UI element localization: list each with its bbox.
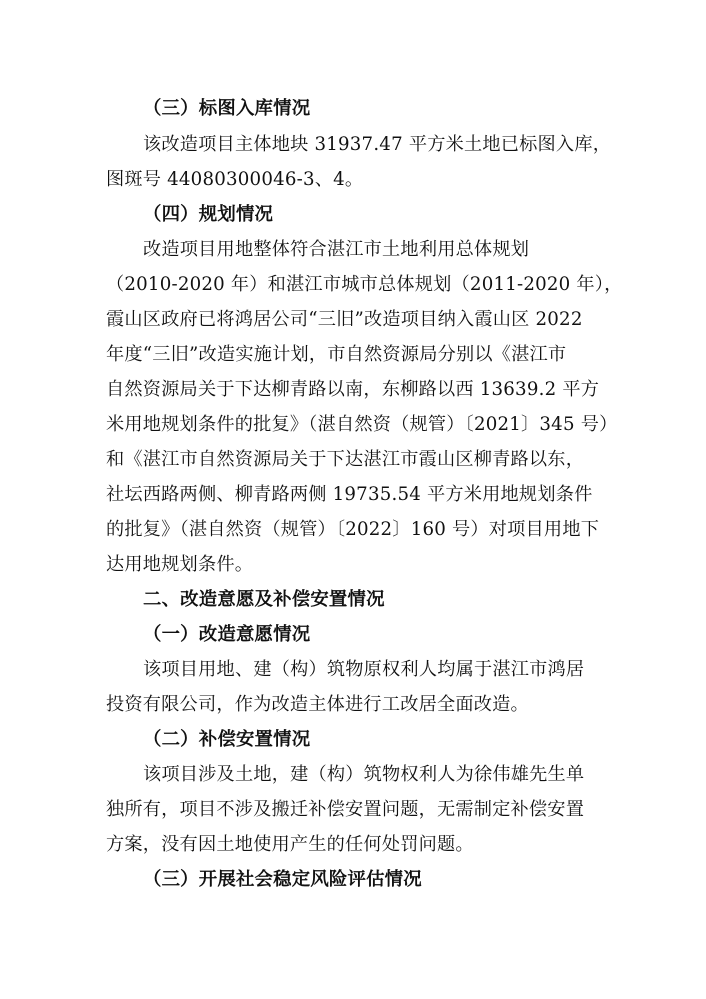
heading-renovation-intent: （一）改造意愿情况 [143,624,311,645]
paragraph-line: 独所有，项目不涉及搬迁补偿安置问题，无需制定补偿安置 [106,799,585,820]
paragraph-line: 该项目涉及土地，建（构）筑物权利人为徐伟雄先生单 [143,764,585,785]
heading-planning-status: （四）规划情况 [143,204,274,225]
paragraph-line: 年度“三旧”改造实施计划，市自然资源局分别以《湛江市 [106,344,567,365]
paragraph-line: 图斑号 44080300046-3、4。 [106,169,364,190]
paragraph-line: 该改造项目主体地块 31937.47 平方米土地已标图入库， [143,134,612,155]
heading-part-two: 二、改造意愿及补偿安置情况 [143,589,385,610]
heading-risk-assessment: （三）开展社会稳定风险评估情况 [143,869,422,890]
paragraph-line: 自然资源局关于下达柳青路以南，东柳路以西 13639.2 平方 [106,379,600,400]
paragraph-line: 和《湛江市自然资源局关于下达湛江市霞山区柳青路以东， [106,449,585,470]
heading-title-mapping-status: （三）标图入库情况 [143,98,311,119]
paragraph-line: 改造项目用地整体符合湛江市土地利用总体规划 [143,239,530,260]
paragraph-line: （2010-2020 年）和湛江市城市总体规划（2011-2020 年）， [106,274,623,295]
paragraph-line: 霞山区政府已将鸿居公司“三旧”改造项目纳入霞山区 2022 [106,309,583,330]
paragraph-line: 方案，没有因土地使用产生的任何处罚问题。 [106,834,474,855]
paragraph-line: 社坛西路两侧、柳青路两侧 19735.54 平方米用地规划条件 [106,484,593,505]
paragraph-line: 该项目用地、建（构）筑物原权利人均属于湛江市鸿居 [143,659,585,680]
paragraph-line: 投资有限公司，作为改造主体进行工改居全面改造。 [106,694,529,715]
paragraph-line: 米用地规划条件的批复》（湛自然资（规管）〔2021〕345 号） [106,414,618,435]
heading-compensation: （二）补偿安置情况 [143,729,311,750]
paragraph-line: 的批复》（湛自然资（规管）〔2022〕160 号）对项目用地下 [106,519,600,540]
paragraph-line: 达用地规划条件。 [106,554,254,575]
